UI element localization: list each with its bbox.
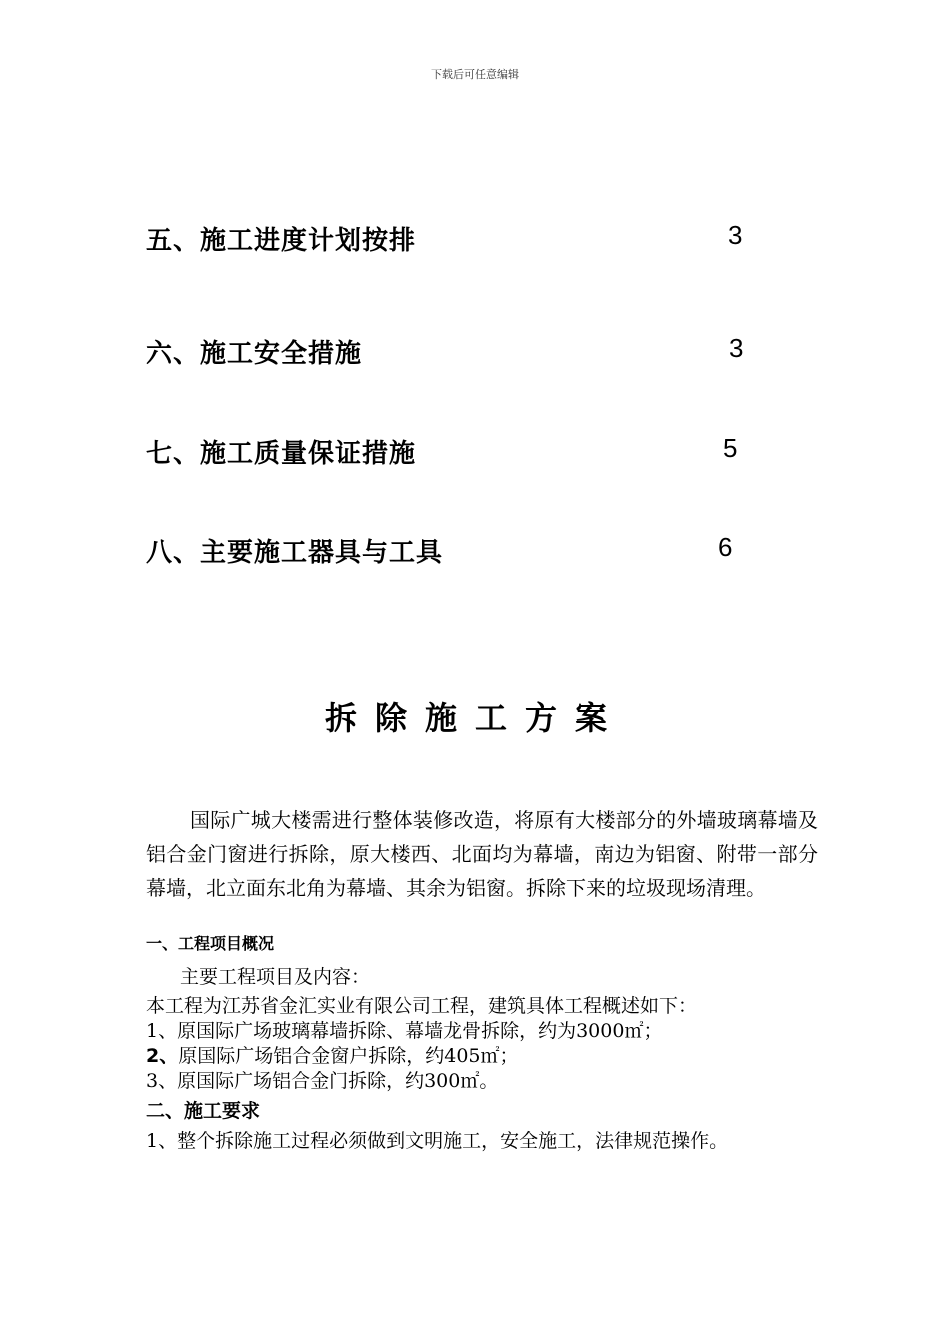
toc-entry-title: 六、施工安全措施 (146, 339, 363, 369)
list-item: 1、整个拆除施工过程必须做到文明施工，安全施工，法律规范操作。 (146, 1130, 729, 1152)
list-item-text: 原国际广场铝合金门拆除，约300㎡。 (177, 1070, 499, 1092)
section-2-heading: 二、施工要求 (146, 1100, 261, 1122)
toc-entry-page: 5 (723, 433, 738, 463)
toc-entry-title: 七、施工质量保证措施 (146, 439, 417, 469)
toc-entry (146, 333, 766, 373)
overview-prefix: 本工程为 (146, 995, 223, 1017)
header-note: 下载后可任意编辑 (431, 68, 519, 81)
list-item-number: 3、 (146, 1070, 178, 1092)
toc-entry-title: 五、施工进度计划按排 (146, 226, 417, 256)
document-title: 拆除施工方案 (324, 699, 625, 737)
intro-paragraph: 国际广城大楼需进行整体装修改造，将原有大楼部分的外墙玻璃幕墙及铝合金门窗进行拆除，原大楼西、北面均为幕墙，南边为铝窗、附带一部分幕墙，北立面东北角为幕墙、其余为铝窗。拆除下来的垃圾现场清理。 (146, 808, 818, 900)
list-item (146, 1041, 519, 1068)
toc-entry (146, 532, 766, 572)
section-1-heading: 一、工程项目概况 (146, 934, 275, 953)
toc-entry-title: 八、主要施工器具与工具 (146, 538, 444, 568)
list-item-number: 1、 (146, 1020, 178, 1042)
list-item (146, 1016, 662, 1043)
overview-suffix: 工程，建筑具体工程概述如下： (431, 995, 698, 1017)
list-item (146, 1066, 498, 1093)
toc-entry-page: 3 (728, 220, 743, 250)
overview-line (146, 991, 697, 1018)
toc-entry-page: 3 (729, 333, 744, 363)
toc-entry (146, 220, 766, 260)
section-1-subheading: 主要工程项目及内容： (180, 966, 371, 988)
list-item-text: 原国际广场玻璃幕墙拆除、幕墙龙骨拆除，约为3000㎡； (177, 1020, 663, 1042)
overview-company: 江苏省金汇实业有限公司 (222, 995, 432, 1017)
toc-entry (146, 433, 766, 473)
list-item-number: 2、 (146, 1045, 179, 1067)
list-item-text: 原国际广场铝合金窗户拆除，约405㎡； (178, 1045, 519, 1067)
toc-entry-page: 6 (718, 532, 733, 562)
